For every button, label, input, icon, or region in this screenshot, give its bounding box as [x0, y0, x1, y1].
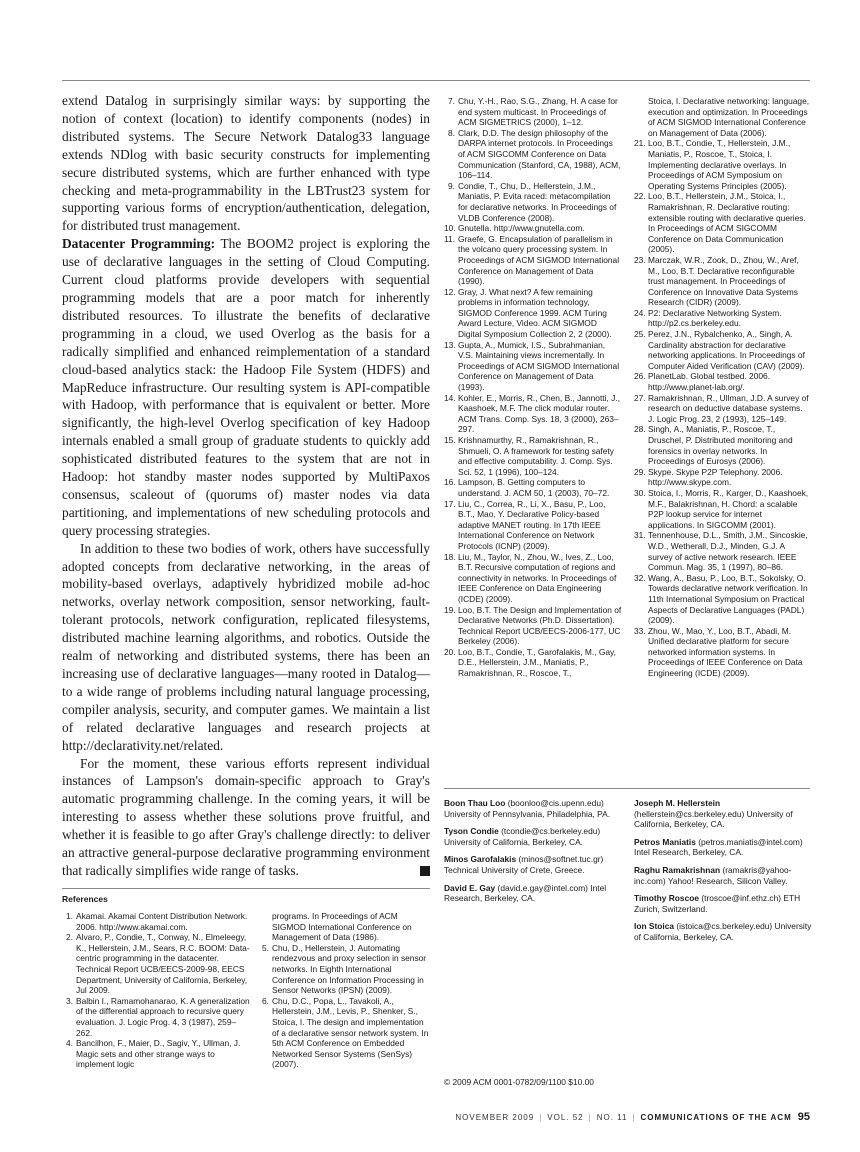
references-title: References	[62, 894, 108, 904]
reference-item	[444, 181, 622, 223]
reference-text: Singh, A., Maniatis, P., Roscoe, T., Druschel, P. Distributed monitoring and forensics in overlay networks. In Proceedings of Eurosys (2006).	[648, 424, 793, 467]
body-paragraph-3	[62, 755, 444, 880]
reference-item	[62, 1038, 252, 1070]
reference-number: 30 .	[634, 488, 645, 499]
datacenter-text: The BOOM2 project is exploring the use of declarative languages in the setting of Cloud Computing. Current cloud platforms provide developers with sequential programming models that are a poor match for inherently distributed resources. To illustrate the benefits of declarative programming in a cloud, we used Overlog as the basis for a radically simplified and enhanced reimplementation of a standard cloud-based analytics stack: the Hadoop File System (HDFS) and MapReduce infrastructure. Our resulting system is API-compatible with Hadoop, with performance that is equivalent or better. More significantly, the high-level Overlog specification of key Hadoop internals enabled a small group of graduate students to quickly add sophisticated distributed features to the system that are not in Hadoop: hot standby master nodes supported by MultiPaxos consensus, scaleout of (quorums of) master nodes via data partitioning, and implementations of new scheduling protocols and query processing strategies.	[62, 236, 430, 538]
body-paragraph-1: extend Datalog in surprisingly similar ways: by supporting the notion of context (location) to identify components (nodes) in distributed systems. The Secure Network Datalog33 language extends NDlog with basic security constructs for implementing secure distributed systems, which are further enhanced with type checking and meta-programmability in the LBTrust23 system for supporting various forms of encryption/authentication, delegation, for distributed trust management.	[62, 93, 430, 234]
reference-text: Stoica, I., Morris, R., Karger, D., Kaashoek, M.F., Balakrishnan, H. Chord: a scalable P2P lookup service for internet applications. In SIGCOMM (2001).	[648, 487, 809, 530]
reference-item	[258, 996, 430, 1070]
reference-number: 3 .	[62, 996, 73, 1007]
reference-text: Gupta, A., Mumick, I.S., Subrahmanian, V.S. Maintaining views incrementally. In Proceedings of ACM SIGMOD International Conference on Management of Data (1993).	[458, 339, 620, 393]
author-name: Ion Stoica	[634, 921, 675, 932]
page-footer: NOVEMBER 2009 | VOL. 52 | NO. 11 | COMMUNICATIONS OF THE ACM 95	[455, 1111, 810, 1123]
reference-item	[634, 488, 810, 530]
reference-continuation: programs. In Proceedings of ACM SIGMOD International Conference on Management of Data (1986).	[272, 911, 412, 943]
footer-magazine: COMMUNICATIONS OF THE ACM	[640, 1113, 792, 1122]
reference-text: Perez, J.N., Rybalchenko, A., Singh, A. Cardinality abstraction for declarative networking applications. In Proceedings of Computer Aided Verification (CAV) (2009).	[648, 329, 805, 371]
reference-item	[634, 467, 810, 488]
reference-number: 15 .	[444, 435, 455, 446]
reference-number: 8 .	[444, 128, 455, 139]
author-rule	[444, 788, 810, 789]
reference-item	[444, 647, 622, 679]
reference-text: Chu, D., Hellerstein, J. Automating rendezvous and proxy selection in sensor networks. In Eighth International Conference on Information Processing in Sensor Networks (IPSN) (2009).	[272, 942, 427, 996]
reference-number: 31 .	[634, 530, 645, 541]
author-name: Boon Thau Loo	[444, 798, 506, 808]
reference-text: Akamai. Akamai Content Distribution Network. 2006. http://www.akamai.com.	[76, 911, 248, 932]
reference-number: 22 .	[634, 191, 645, 202]
reference-number: 25 .	[634, 329, 645, 340]
top-rule	[62, 80, 810, 81]
author-block	[634, 921, 814, 942]
reference-number: 33 .	[634, 626, 645, 637]
copyright-line: © 2009 ACM 0001-0782/09/1100 $10.00	[444, 1077, 594, 1087]
reference-number: 6 .	[258, 996, 269, 1007]
author-info: (tcondie@cs.berkeley.edu) University of California, Berkeley, CA.	[444, 826, 601, 847]
reference-item	[634, 573, 810, 626]
reference-text: Gnutella. http://www.gnutella.com.	[458, 223, 585, 234]
reference-item	[634, 138, 810, 191]
reference-item	[634, 255, 810, 308]
author-info: (ramakris@yahoo-inc.com) Yahoo! Research, Silicon Valley.	[634, 864, 792, 886]
reference-item	[634, 393, 810, 425]
reference-item	[62, 996, 252, 1038]
reference-text: Liu, C., Correa, R., Li, X., Basu, P., Loo, B.T., Mao, Y. Declarative Policy-based adaptive MANET routing. In 17th IEEE International Conference on Network Protocols (ICNP) (2009).	[458, 498, 606, 551]
author-name: Tyson Condie	[444, 826, 499, 837]
reference-item	[62, 911, 252, 932]
reference-item	[444, 128, 622, 181]
reference-number: 12 .	[444, 287, 455, 298]
author-info: (david.e.gay@intel.com) Intel Research, Berkeley, CA.	[444, 882, 607, 904]
main-body-column	[62, 92, 444, 880]
author-name: Joseph M. Hellerstein	[634, 798, 721, 808]
author-block	[634, 798, 814, 830]
reference-text: Marczak, W.R., Zook, D., Zhou, W., Aref, M., Loo, B.T. Declarative reconfigurable trust management. In Proceedings of Conference on Innovative Data Systems Research (CIDR) (2009).	[648, 254, 799, 308]
references-column-4	[634, 96, 810, 679]
references-column-2	[258, 911, 430, 1070]
reference-text: Alvaro, P., Condie, T., Conway, N., Elmeleegy, K., Hellerstein, J.M., Sears, R.C. BOOM: Data-centric programming in the datacenter. Technical Report UCB/EECS-2009-98, EECS Department, University of California, Berkeley, Jul 2009.	[76, 932, 250, 996]
reference-number: 27 .	[634, 393, 645, 404]
reference-number: 17 .	[444, 499, 455, 510]
author-block	[634, 837, 814, 858]
reference-text: Loo, B.T., Hellerstein, J.M., Stoica, I., Ramakrishnan, R. Declarative routing: extensible routing with declarative queries. In Proceedings of ACM SIGCOMM Conference on Data Communication (2005).	[648, 191, 806, 255]
reference-text: Chu, Y.-H., Rao, S.G., Zhang, H. A case for end system multicast. In Proceedings of ACM SIGMETRICS (2000), 1–12.	[458, 96, 618, 128]
reference-item	[634, 530, 810, 572]
reference-text: Loo, B.T., Condie, T., Hellerstein, J.M., Maniatis, P., Roscoe, T., Stoica, I. Implementing declarative overlays. In Proceedings of ACM Symposium on Operating Systems Principles (2005).	[648, 138, 791, 191]
reference-item	[444, 605, 622, 647]
author-block	[444, 826, 624, 847]
author-name: Petros Maniatis	[634, 836, 696, 847]
reference-number: 14 .	[444, 393, 455, 404]
body-paragraph-3-text: For the moment, these various efforts represent individual instances of Lampson's domain-specific approach to Gray's automatic programming challenge. In the coming years, it will be interesting to assess whether these solutions prove fruitful, and whether it is feasible to go after Gray's challenge directly: to deliver an attractive general-purpose declarative programming environment that radically simplifies wide range of tasks.	[62, 755, 430, 878]
reference-text: Ramakrishnan, R., Ullman, J.D. A survey of research on deductive database systems. J. Logic Prog. 23, 2 (1993), 125–149.	[648, 392, 809, 424]
reference-item	[634, 626, 810, 679]
reference-number: 21 .	[634, 138, 645, 149]
reference-text: Condie, T., Chu, D., Hellerstein, J.M., Maniatis, P. Evita raced: metacompilation for declarative networks. In Proceedings of VLDB Conference (2008).	[458, 180, 617, 223]
reference-number: 28 .	[634, 424, 645, 435]
author-block	[444, 883, 624, 904]
footer-issue: NO. 11	[596, 1113, 628, 1122]
reference-item	[444, 340, 622, 393]
reference-number: 16 .	[444, 477, 455, 488]
author-affiliations-left	[444, 798, 624, 911]
reference-item	[634, 308, 810, 329]
author-block	[634, 893, 814, 914]
reference-item	[634, 191, 810, 255]
reference-item	[444, 499, 622, 552]
reference-text: Gray, J. What next? A few remaining problems in information technology, SIGMOD Conference 1999. ACM Turing Award Lecture, Video. ACM SIGMOD Digital Symposium Collection 2, 2 (2000).	[458, 286, 612, 340]
reference-number: 4 .	[62, 1038, 73, 1049]
reference-number: 18 .	[444, 552, 455, 563]
reference-number: 19 .	[444, 605, 455, 616]
reference-number: 1 .	[62, 911, 73, 922]
reference-number: 11 .	[444, 234, 455, 245]
reference-number: 23 .	[634, 255, 645, 266]
reference-number: 2 .	[62, 932, 73, 943]
reference-text: Loo, B.T. The Design and Implementation of Declarative Networks (Ph.D. Dissertation). Technical Report UCB/EECS-2006-177, UC Berkeley (2006).	[458, 604, 622, 647]
reference-item	[634, 371, 810, 392]
reference-text: Liu, M., Taylor, N., Zhou, W., Ives, Z., Loo, B.T. Recursive computation of regions and connectivity in networks. In Proceedings of IEEE Conference on Data Engineering (ICDE) (2009).	[458, 551, 617, 604]
footer-volume: VOL. 52	[547, 1113, 584, 1122]
reference-number: 32 .	[634, 573, 645, 584]
datacenter-lead: Datacenter Programming:	[62, 236, 216, 252]
reference-text: Chu, D.C., Popa, L., Tavakoli, A., Hellerstein, J.M., Levis, P., Shenker, S., Stoica, I. The design and implementation of a declarative sensor network system. In 5th ACM Conference on Embedded Networked Sensor Systems (SenSys) (2007).	[272, 995, 429, 1070]
author-info: (istoica@cs.berkeley.edu) University of California, Berkeley, CA.	[634, 921, 812, 942]
footer-date: NOVEMBER 2009	[455, 1113, 535, 1122]
reference-text: Bancilhon, F., Maier, D., Sagiv, Y., Ullman, J. Magic sets and other strange ways to implement logic	[76, 1038, 241, 1070]
references-column-3	[444, 96, 622, 679]
reference-item	[62, 932, 252, 996]
reference-text: Lampson, B. Getting computers to understand. J. ACM 50, 1 (2003), 70–72.	[458, 477, 610, 498]
reference-number: 7 .	[444, 96, 455, 107]
reference-item	[634, 329, 810, 371]
reference-number: 13 .	[444, 340, 455, 351]
reference-number: 10 .	[444, 223, 455, 234]
reference-item	[444, 234, 622, 287]
reference-number: 29 .	[634, 467, 645, 478]
author-name: Minos Garofalakis	[444, 854, 517, 865]
author-name: Raghu Ramakrishnan	[634, 864, 721, 875]
reference-number: 5 .	[258, 943, 269, 954]
reference-item	[444, 477, 622, 498]
references-rule	[62, 888, 430, 889]
reference-text: Wang, A., Basu, P., Loo, B.T., Sokolsky, O. Towards declarative network verification. In 11th International Symposium on Practical Aspects of Declarative Languages (PADL) (2009).	[648, 572, 808, 626]
reference-text: Tennenhouse, D.L., Smith, J.M., Sincoskie, W.D., Wetherall, D.J., Minden, G.J. A survey of active network research. IEEE Commun. Mag. 35, 1 (1997), 80–86.	[648, 530, 808, 573]
author-info: (troscoe@inf.ethz.ch) ETH Zurich, Switzerland.	[634, 893, 801, 914]
reference-text: PlanetLab. Global testbed. 2006. http://www.planet-lab.org/.	[648, 371, 770, 393]
author-name: Timothy Roscoe	[634, 893, 699, 904]
page-number: 95	[797, 1111, 810, 1123]
reference-number: 20 .	[444, 647, 455, 658]
author-affiliations-right	[634, 798, 814, 950]
author-block	[634, 865, 814, 886]
author-block	[444, 798, 624, 819]
reference-number: 26 .	[634, 371, 645, 382]
reference-text: P2: Declarative Networking System. http://p2.cs.berkeley.edu.	[648, 307, 782, 329]
reference-item	[634, 424, 810, 466]
author-name: David E. Gay	[444, 882, 496, 893]
author-block	[444, 854, 624, 875]
author-info: (hellerstein@cs.berkeley.edu) University of California, Berkeley, CA.	[634, 808, 793, 830]
reference-text: Loo, B.T., Condie, T., Garofalakis, M., Gay, D.E., Hellerstein, J.M., Maniatis, P., Ramakrishnan, R., Roscoe, T.,	[458, 646, 616, 679]
reference-item	[258, 943, 430, 996]
reference-item	[444, 435, 622, 477]
references-column-1	[62, 911, 252, 1070]
reference-text: Graefe, G. Encapsulation of parallelism in the volcano query processing system. In Proceedings of ACM SIGMOD International Conference on Management of Data (1990).	[458, 233, 620, 287]
reference-text: Skype. Skype P2P Telephony. 2006. http://www.skype.com.	[648, 466, 783, 488]
body-paragraph-datacenter	[62, 235, 430, 539]
reference-item	[444, 552, 622, 605]
reference-text: Balbin I., Ramamohanarao, K. A generalization of the differential approach to recursive query evaluation. J. Logic Prog. 4, 3 (1987), 259–262.	[76, 995, 250, 1038]
reference-item	[444, 287, 622, 340]
reference-item	[444, 96, 622, 128]
author-info: (minos@softnet.tuc.gr) Technical University of Crete, Greece.	[444, 854, 604, 875]
reference-number: 9 .	[444, 181, 455, 192]
reference-item	[444, 393, 622, 435]
reference-text: Zhou, W., Mao, Y., Loo, B.T., Abadi, M. Unified declarative platform for secure networked information systems. In Proceedings of IEEE Conference on Data Engineering (ICDE) (2009).	[648, 625, 803, 679]
reference-item	[444, 223, 622, 234]
author-info: (petros.maniatis@intel.com) Intel Research, Berkeley, CA.	[634, 836, 803, 858]
end-mark-icon: C	[420, 866, 430, 876]
reference-continuation: Stoica, I. Declarative networking: language, execution and optimization. In Proceedings of ACM SIGMOD International Conference on Management of Data (2006).	[648, 96, 810, 138]
reference-text: Krishnamurthy, R., Ramakrishnan, R., Shmueli, O. A framework for testing safety and effective computability. J. Comp. Sys. Sci. 52, 1 (1996), 100–124.	[458, 435, 614, 477]
reference-text: Kohler, E., Morris, R., Chen, B., Jannotti, J., Kaashoek, M.F. The click modular router. ACM Trans. Comp. Sys. 18, 3 (2000), 263–297.	[458, 392, 620, 435]
body-paragraph-2: In addition to these two bodies of work, others have successfully adopted concepts from declarative networking, in the areas of mobility-based overlays, adaptively hybridized mobile ad-hoc networks, overlay network composition, sensor networking, fault-tolerant protocols, network configuration, replicated filesystems, distributed machine learning algorithms, and robotics. Outside the realm of networking and distributed systems, there has been an increasing use of declarative languages—many rooted in Datalog—to a wide range of problems including natural language processing, compiler analysis, security, and computer games. We maintain a list of related declarative languages and research projects at http://declarativity.net/related.	[62, 540, 430, 753]
author-info: (boonloo@cis.upenn.edu) University of Pennsylvania, Philadelphia, PA.	[444, 798, 611, 819]
reference-number: 24 .	[634, 308, 645, 319]
reference-text: Clark, D.D. The design philosophy of the DARPA internet protocols. In Proceedings of ACM SIGCOMM Conference on Data Communication (Stanford, CA, 1988), ACM, 106–114.	[458, 127, 621, 181]
